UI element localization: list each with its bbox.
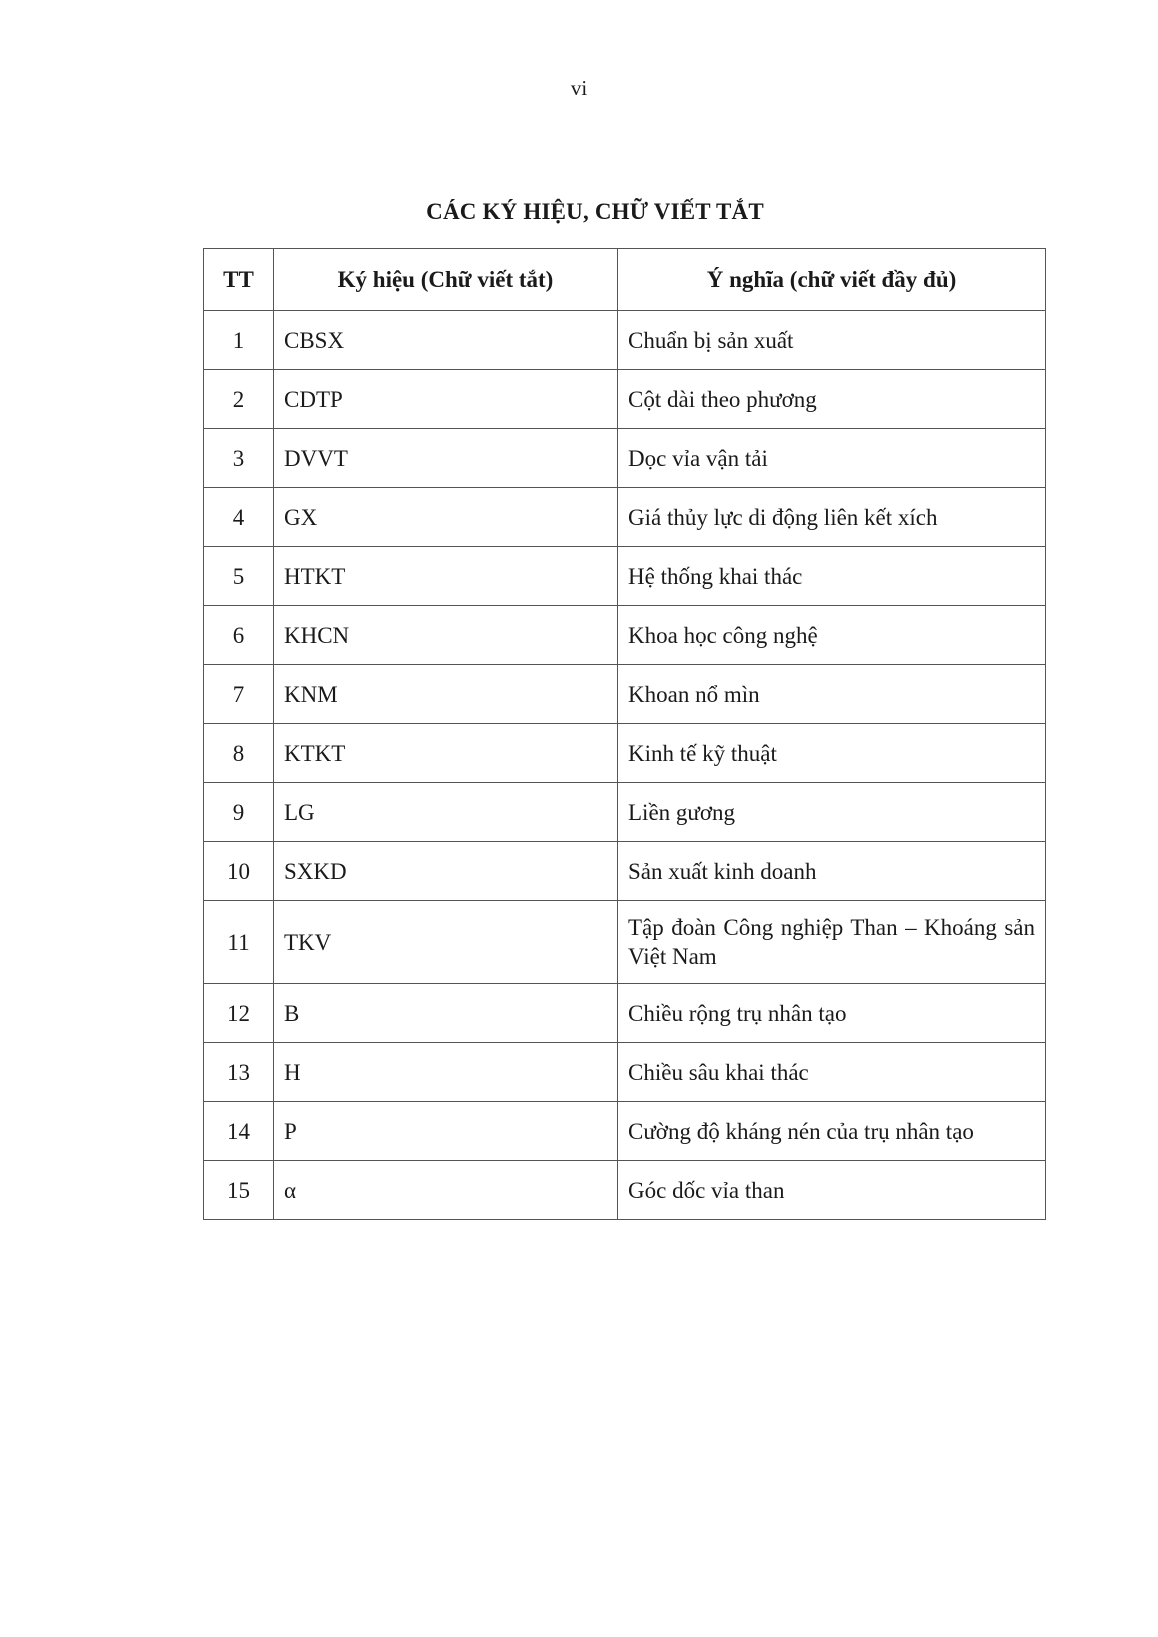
row-meaning: Liền gương [618, 783, 1046, 842]
table-row [204, 665, 1046, 724]
row-abbreviation: LG [274, 783, 618, 842]
row-meaning: Khoan nổ mìn [618, 665, 1046, 724]
header-tt: TT [204, 249, 274, 311]
row-number: 7 [204, 665, 274, 724]
table-row [204, 901, 1046, 984]
table-row [204, 488, 1046, 547]
table-row [204, 783, 1046, 842]
header-abbreviation: Ký hiệu (Chữ viết tắt) [274, 249, 618, 311]
row-number: 11 [204, 901, 274, 984]
row-meaning: Giá thủy lực di động liên kết xích [618, 488, 1046, 547]
row-number: 15 [204, 1161, 274, 1220]
table-row [204, 1043, 1046, 1102]
row-number: 14 [204, 1102, 274, 1161]
row-meaning: Góc dốc vỉa than [618, 1161, 1046, 1220]
row-number: 2 [204, 370, 274, 429]
row-abbreviation: CBSX [274, 311, 618, 370]
table-row [204, 606, 1046, 665]
row-abbreviation: KTKT [274, 724, 618, 783]
row-number: 10 [204, 842, 274, 901]
table-row [204, 724, 1046, 783]
table-row [204, 429, 1046, 488]
row-abbreviation: B [274, 984, 618, 1043]
row-meaning: Tập đoàn Công nghiệp Than – Khoáng sản Việt Nam [618, 901, 1046, 984]
row-abbreviation: TKV [274, 901, 618, 984]
row-abbreviation: H [274, 1043, 618, 1102]
row-abbreviation: α [274, 1161, 618, 1220]
row-abbreviation: P [274, 1102, 618, 1161]
row-meaning: Sản xuất kinh doanh [618, 842, 1046, 901]
row-number: 1 [204, 311, 274, 370]
row-number: 12 [204, 984, 274, 1043]
table-header [204, 249, 1046, 311]
row-meaning: Cột dài theo phương [618, 370, 1046, 429]
table-row [204, 984, 1046, 1043]
row-meaning: Chiều rộng trụ nhân tạo [618, 984, 1046, 1043]
row-meaning: Dọc vỉa vận tải [618, 429, 1046, 488]
page-title: CÁC KÝ HIỆU, CHỮ VIẾT TẮT [426, 199, 764, 224]
table-row [204, 1102, 1046, 1161]
row-meaning: Hệ thống khai thác [618, 547, 1046, 606]
row-meaning: Kinh tế kỹ thuật [618, 724, 1046, 783]
row-number: 6 [204, 606, 274, 665]
row-abbreviation: KNM [274, 665, 618, 724]
row-number: 13 [204, 1043, 274, 1102]
abbreviations-table [203, 248, 1046, 1220]
table-header-row [204, 249, 1046, 311]
table-row [204, 842, 1046, 901]
row-abbreviation: KHCN [274, 606, 618, 665]
page-number: vi [570, 76, 588, 100]
row-meaning: Chiều sâu khai thác [618, 1043, 1046, 1102]
row-number: 5 [204, 547, 274, 606]
row-number: 3 [204, 429, 274, 488]
row-meaning: Chuẩn bị sản xuất [618, 311, 1046, 370]
row-number: 4 [204, 488, 274, 547]
table-row [204, 1161, 1046, 1220]
row-meaning: Khoa học công nghệ [618, 606, 1046, 665]
table-row [204, 311, 1046, 370]
row-meaning: Cường độ kháng nén của trụ nhân tạo [618, 1102, 1046, 1161]
header-meaning: Ý nghĩa (chữ viết đầy đủ) [618, 249, 1046, 311]
row-abbreviation: GX [274, 488, 618, 547]
row-abbreviation: HTKT [274, 547, 618, 606]
table-row [204, 547, 1046, 606]
row-abbreviation: CDTP [274, 370, 618, 429]
table-row [204, 370, 1046, 429]
row-number: 9 [204, 783, 274, 842]
table-body [204, 311, 1046, 1220]
row-abbreviation: SXKD [274, 842, 618, 901]
row-abbreviation: DVVT [274, 429, 618, 488]
row-number: 8 [204, 724, 274, 783]
